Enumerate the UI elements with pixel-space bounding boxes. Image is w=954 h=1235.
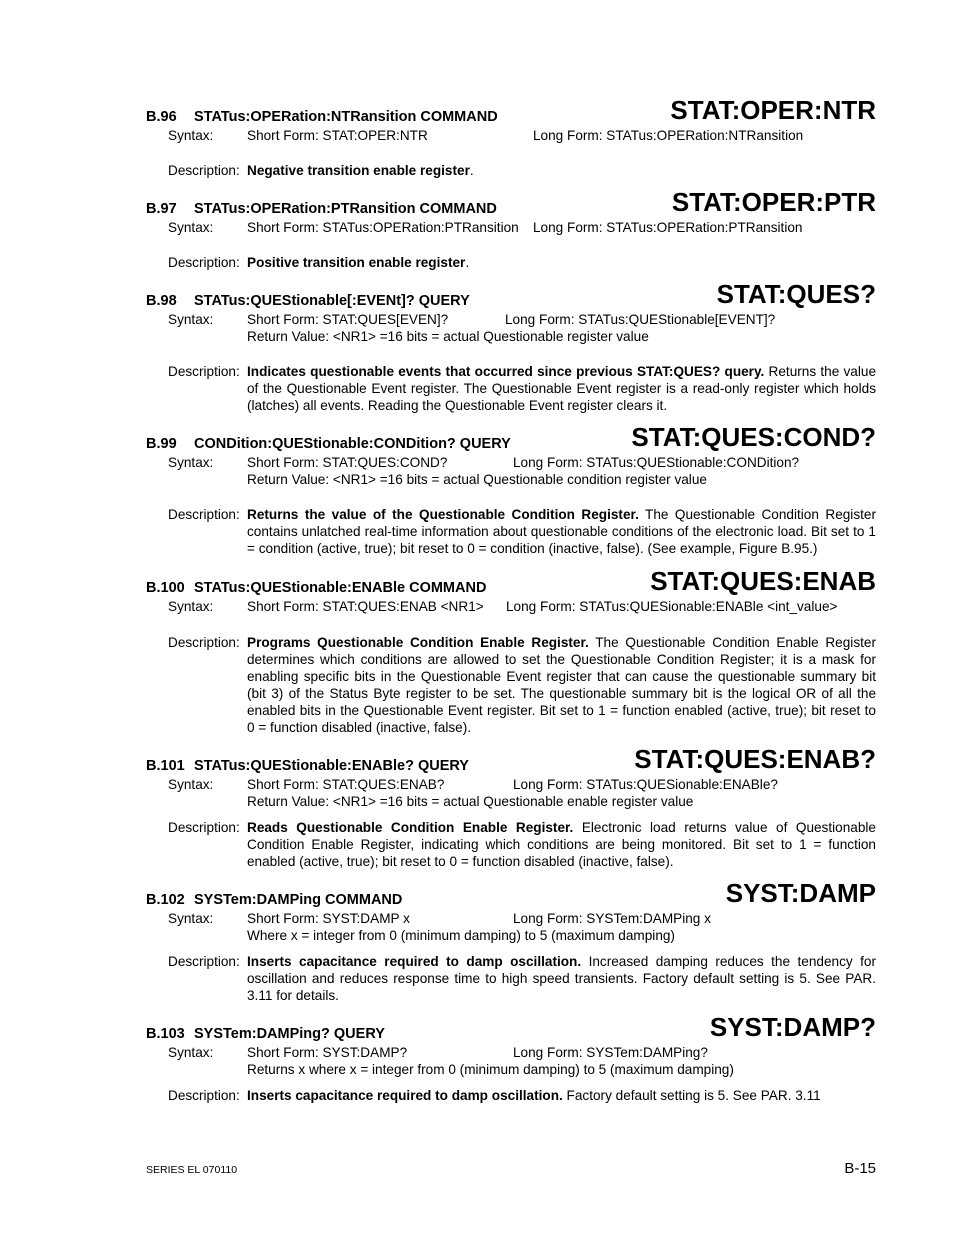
section-number: B.99 — [146, 436, 177, 452]
command-mnemonic: STAT:OPER:PTR — [671, 187, 876, 217]
description-text: Reads Questionable Condition Enable Register. Electronic load returns value of Questionable Condition Enable Register, indicating which conditions are being monitored. Bit set to 1 = function enabled (active, true); bit reset to 0 = function disabled (inactive, false). — [247, 820, 876, 869]
description-text: Programs Questionable Condition Enable Register. The Questionable Condition Enable Register determines which conditions are allowed to set the Questionable Condition Register; it is a mask for enabling specific bits in the Questionable Event register that can cause the questionable summary bit (bit 3) of the Status Byte register to be set. The questionable summary bit is the logical OR of all the enabled bits in the Questionable Event register. Bit set to 1 = function enabled (active, true); bit reset to 0 = function disabled (inactive, false). — [247, 635, 876, 735]
return-value: Return Value: <NR1> =16 bits = actual Questionable enable register value — [247, 794, 694, 809]
description-label: Description: — [168, 635, 240, 650]
section-title: STATus:QUEStionable[:EVENt]? QUERY — [194, 293, 470, 309]
description-text: Returns the value of the Questionable Condition Register. The Questionable Condition Register contains unlatched real-time information about questionable conditions of the electronic load. Bit set to 1 = condition (active, true); bit reset to 0 = condition (inactive, false). (See example, Figure B.95.) — [247, 507, 876, 556]
section-b100 — [146, 566, 876, 736]
long-form: Long Form: SYSTem:DAMPing? — [513, 1045, 708, 1060]
description-label: Description: — [168, 255, 240, 270]
command-mnemonic: STAT:QUES:ENAB — [650, 566, 876, 596]
section-number: B.97 — [146, 201, 177, 217]
command-mnemonic: STAT:OPER:NTR — [670, 95, 876, 125]
return-value: Returns x where x = integer from 0 (minimum damping) to 5 (maximum damping) — [247, 1062, 734, 1077]
command-mnemonic: SYST:DAMP? — [709, 1012, 876, 1042]
section-b102 — [146, 878, 876, 1004]
syntax-label: Syntax: — [168, 220, 214, 235]
section-number: B.103 — [146, 1026, 185, 1042]
command-mnemonic: STAT:QUES:COND? — [631, 422, 876, 452]
section-number: B.98 — [146, 293, 177, 309]
section-title: SYSTem:DAMPing? QUERY — [194, 1026, 385, 1042]
short-form: Short Form: SYST:DAMP? — [247, 1045, 408, 1060]
description-text: Negative transition enable register. — [247, 163, 474, 178]
return-value: Return Value: <NR1> =16 bits = actual Questionable register value — [247, 329, 649, 344]
syntax-label: Syntax: — [168, 911, 214, 926]
syntax-label: Syntax: — [168, 312, 214, 327]
section-title: STATus:OPERation:NTRansition COMMAND — [194, 109, 498, 125]
section-b97 — [146, 187, 876, 271]
long-form: Long Form: STATus:QUEStionable:CONDition? — [513, 455, 800, 470]
syntax-label: Syntax: — [168, 455, 214, 470]
long-form: Long Form: STATus:QUESionable:ENABle? — [513, 777, 778, 792]
section-number: B.100 — [146, 580, 185, 596]
short-form: Short Form: SYST:DAMP x — [247, 911, 410, 926]
long-form: Long Form: STATus:QUESionable:ENABle <int_value> — [506, 599, 838, 614]
description-text: Inserts capacitance required to damp oscillation. Factory default setting is 5. See PAR. 3.11 — [247, 1088, 821, 1103]
short-form: Short Form: STAT:QUES:ENAB? — [247, 777, 445, 792]
section-number: B.96 — [146, 109, 177, 125]
description-label: Description: — [168, 163, 240, 178]
syntax-label: Syntax: — [168, 128, 214, 143]
short-form: Short Form: STAT:OPER:NTR — [247, 128, 428, 143]
description-text: Inserts capacitance required to damp oscillation. Increased damping reduces the tendency for oscillation and reduces response time to high speed transients. Factory default setting is 5. See PAR. 3.11 for details. — [247, 954, 876, 1003]
short-form: Short Form: STAT:QUES[EVEN]? — [247, 312, 449, 327]
syntax-label: Syntax: — [168, 1045, 214, 1060]
short-form: Short Form: STAT:QUES:COND? — [247, 455, 448, 470]
long-form: Long Form: STATus:OPERation:NTRansition — [533, 128, 804, 143]
section-number: B.102 — [146, 892, 185, 908]
section-b98 — [146, 279, 876, 414]
description-text: Positive transition enable register. — [247, 255, 470, 270]
section-b103 — [146, 1012, 876, 1104]
section-number: B.101 — [146, 758, 185, 774]
description-text: Indicates questionable events that occurred since previous STAT:QUES? query. Returns the value of the Questionable Event register. The Questionable Event register is a read-only register which holds (latches) all events. Reading the Questionable Event register clears it. — [247, 364, 876, 413]
section-title: SYSTem:DAMPing COMMAND — [194, 892, 403, 908]
section-title: STATus:OPERation:PTRansition COMMAND — [194, 201, 497, 217]
section-title: STATus:QUEStionable:ENABle? QUERY — [194, 758, 469, 774]
short-form: Short Form: STAT:QUES:ENAB <NR1> — [247, 599, 484, 614]
return-value: Return Value: <NR1> =16 bits = actual Questionable condition register value — [247, 472, 707, 487]
description-label: Description: — [168, 820, 240, 835]
section-title: STATus:QUEStionable:ENABle COMMAND — [194, 580, 487, 596]
section-title: CONDition:QUEStionable:CONDition? QUERY — [194, 436, 511, 452]
command-mnemonic: STAT:QUES:ENAB? — [634, 744, 876, 774]
page-number: B-15 — [844, 1160, 876, 1177]
short-form: Short Form: STATus:OPERation:PTRansition — [247, 220, 519, 235]
syntax-label: Syntax: — [168, 599, 214, 614]
footer-series: SERIES EL 070110 — [146, 1164, 238, 1176]
description-label: Description: — [168, 364, 240, 379]
return-value: Where x = integer from 0 (minimum damping) to 5 (maximum damping) — [247, 928, 675, 943]
long-form: Long Form: STATus:OPERation:PTRansition — [533, 220, 803, 235]
description-label: Description: — [168, 954, 240, 969]
command-mnemonic: STAT:QUES? — [716, 279, 876, 309]
long-form: Long Form: SYSTem:DAMPing x — [513, 911, 711, 926]
long-form: Long Form: STATus:QUEStionable[EVENT]? — [505, 312, 776, 327]
section-b96 — [146, 95, 876, 179]
description-label: Description: — [168, 507, 240, 522]
section-b101 — [146, 744, 876, 870]
syntax-label: Syntax: — [168, 777, 214, 792]
description-label: Description: — [168, 1088, 240, 1103]
section-b99 — [146, 422, 876, 557]
command-mnemonic: SYST:DAMP — [725, 878, 876, 908]
